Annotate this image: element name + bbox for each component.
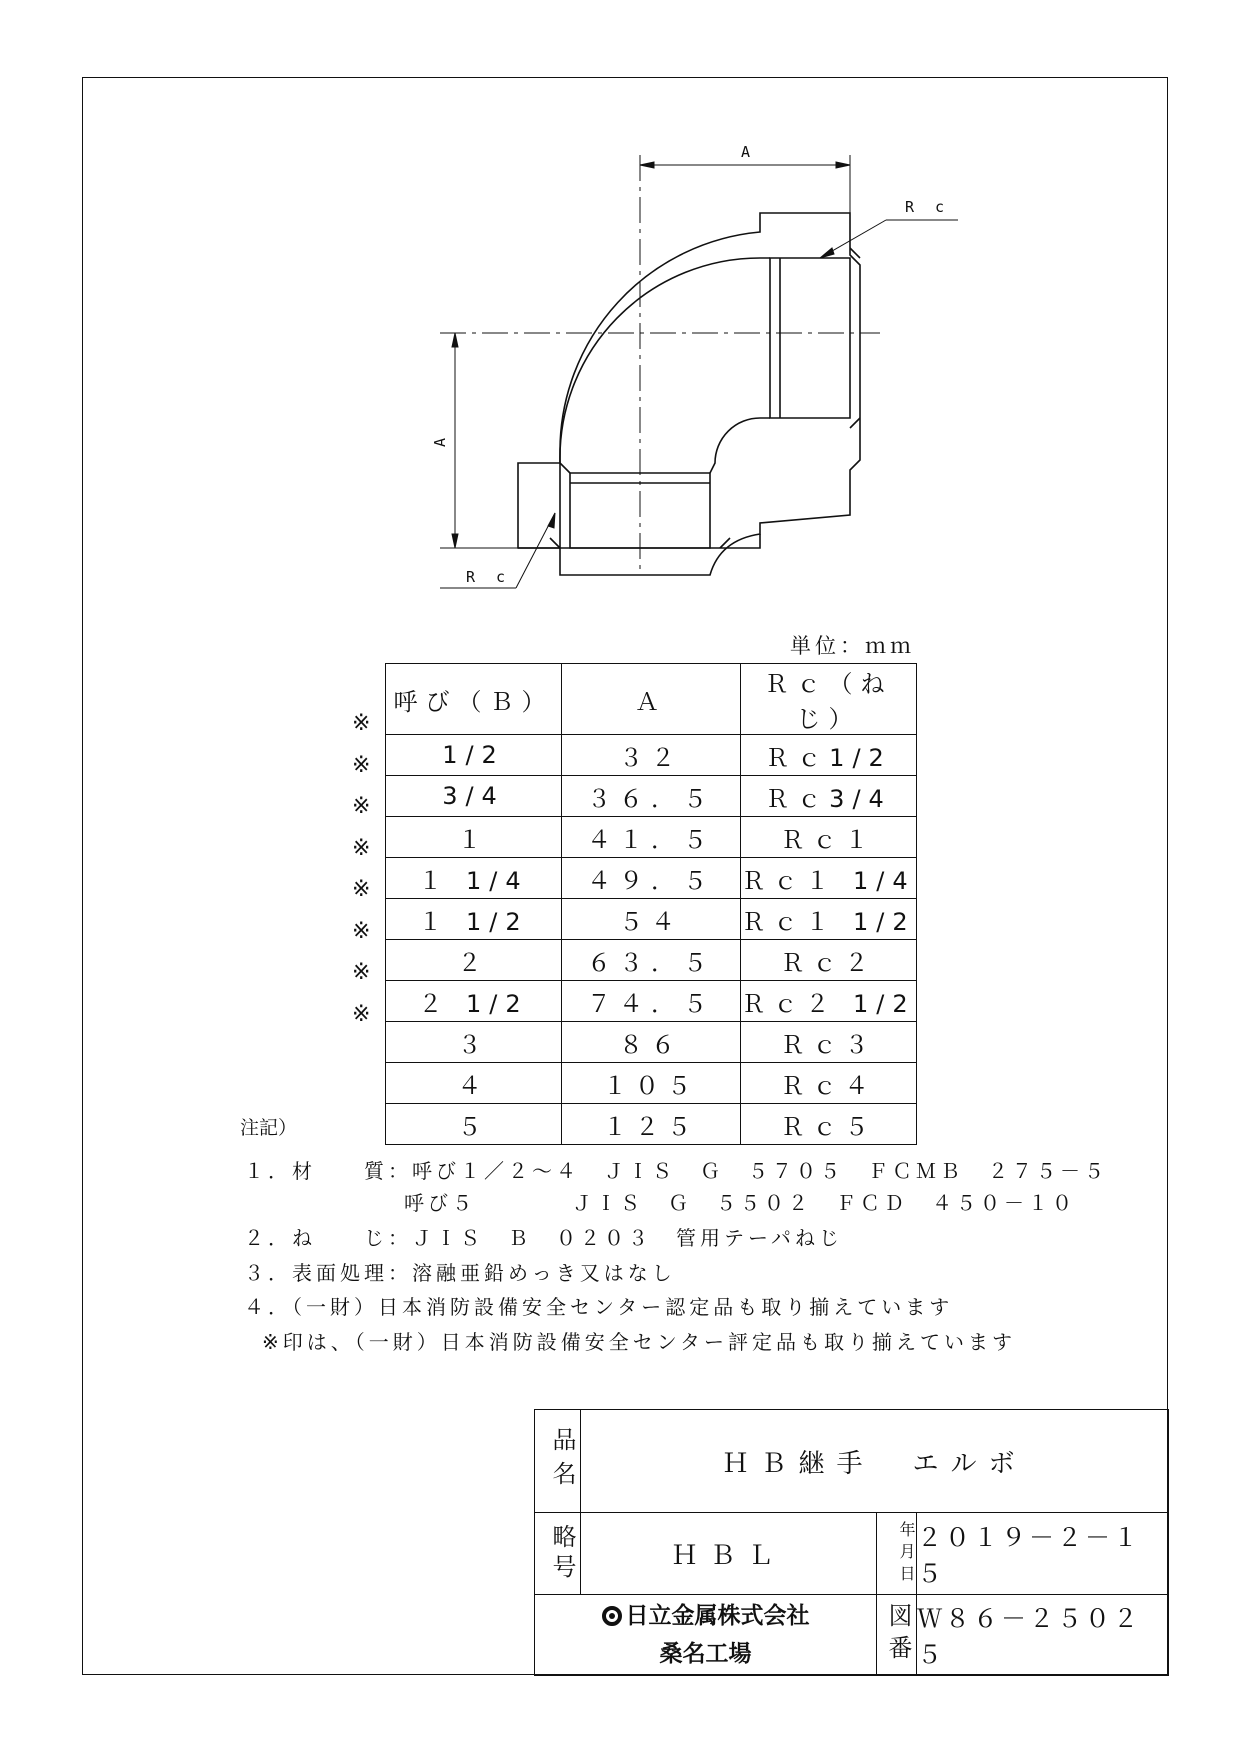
rc-cell: Ｒｃ３ [741,1022,917,1063]
table-row [386,735,917,776]
size-cell: 3/4 [386,776,562,817]
evaluated-mark: ※ [352,918,371,944]
dim-label-left: A [431,437,449,447]
product-code: ＨＢＬ [671,1541,786,1571]
rc-cell: Ｒｃ１ 1/4 [741,858,917,899]
table-row [386,940,917,981]
size-cell: ５ [386,1104,562,1145]
socket-right [770,258,850,418]
evaluated-mark: ※ [352,794,371,819]
note-4-certified: ４．（一財）日本消防設備安全センター認定品も取り揃えています [244,1295,954,1319]
rc-cell: Ｒｃ５ [741,1104,917,1145]
dim-arrow-top-right [836,162,850,168]
company-name: 日立金属株式会社 [625,1603,810,1629]
leader-rc-top-arrow [820,248,834,258]
col-header-size: 呼び（Ｂ） [386,664,562,735]
rc-cell: Ｒｃ４ [741,1063,917,1104]
size-cell: ４ [386,1063,562,1104]
date-label: 年月日 [897,1520,916,1587]
note-2-thread: ２．ね じ：ＪＩＳ Ｂ ０２０３ 管用テーパねじ [244,1226,843,1250]
company-cell [535,1595,877,1676]
thread-label-bottom: R c [466,568,512,586]
rc-cell: Ｒｃ２ 1/2 [741,981,917,1022]
evaluated-mark: ※ [352,752,371,778]
dwg-no-cell [917,1595,1169,1676]
elbow-drawing [0,0,1240,620]
title-block [534,1409,1169,1676]
drawing-date: ２０１９－２－１５ [917,1522,1142,1588]
a-cell: ４１．５ [562,817,741,858]
table-row [386,1022,917,1063]
a-cell: ７４．５ [562,981,741,1022]
a-cell: １０５ [562,1063,741,1104]
table-row [386,1104,917,1145]
company-logo-icon [602,1606,622,1626]
rc-cell: Ｒｃ3/4 [741,776,917,817]
size-cell: １ 1/4 [386,858,562,899]
size-cell: ２ [386,940,562,981]
size-cell: 1/2 [386,735,562,776]
evaluated-mark: ※ [352,960,371,985]
rc-cell: Ｒｃ２ [741,940,917,981]
size-cell: ２ 1/2 [386,981,562,1022]
a-cell: ６３．５ [562,940,741,981]
evaluated-mark: ※ [352,835,371,861]
dim-label-top: A [741,143,751,161]
dim-arrow-left-top [452,333,458,347]
table-row [386,858,917,899]
dim-arrow-left-bottom [452,534,458,548]
table-row [386,817,917,858]
leader-rc-bottom-arrow [548,513,555,528]
evaluated-mark: ※ [352,1001,371,1027]
size-cell: １ [386,817,562,858]
rc-cell: Ｒｃ１ 1/2 [741,899,917,940]
note-1-material: １．材 質：呼び１／２～４ ＪＩＳ Ｇ ５７０５ ＦＣＭＢ ２７５－５ [244,1159,1108,1183]
note-1-material-size5: 呼び５ ＪＩＳ Ｇ ５５０２ ＦＣＤ ４５０－１０ [404,1191,1076,1215]
elbow-left-flange [518,463,560,548]
name-label-cell [535,1410,581,1513]
table-row [386,899,917,940]
rc-cell: Ｒｃ１ [741,817,917,858]
product-name: ＨＢ継手 エルボ [722,1448,1027,1479]
drawing-number: Ｗ８６－２５０２５ [917,1604,1142,1669]
code-label-cell [535,1513,581,1595]
size-cell: ３ [386,1022,562,1063]
dwg-label-cell [877,1595,917,1676]
a-cell: ３６．５ [562,776,741,817]
note-3-surface: ３．表面処理：溶融亜鉛めっき又はなし [244,1261,676,1285]
dwg-label: 図番 [884,1603,912,1667]
thread-label-top: R c [905,198,951,216]
elbow-inner-crotch [710,418,770,473]
thread-chamfer-right [780,248,860,428]
dimension-table [385,663,917,1145]
rc-cell: Ｒｃ1/2 [741,735,917,776]
size-cell: １ 1/2 [386,899,562,940]
date-label-cell [877,1513,917,1595]
evaluated-mark: ※ [352,711,371,736]
a-cell: １２５ [562,1104,741,1145]
table-row [386,776,917,817]
code-label: 略号 [548,1523,576,1584]
code-cell [581,1513,877,1595]
a-cell: ５４ [562,899,741,940]
date-cell [917,1513,1169,1595]
evaluated-mark: ※ [352,877,371,902]
table-row [386,981,917,1022]
notes-heading: 注記） [240,1117,298,1139]
elbow-inner-curve [560,258,770,473]
col-header-rc: Ｒｃ（ねじ） [741,664,917,735]
table-header-row [386,664,917,735]
company-row [602,1597,810,1635]
name-cell [581,1410,1169,1513]
a-cell: ３２ [562,735,741,776]
dim-arrow-top-left [640,162,654,168]
elbow-bottom-lip [518,534,760,548]
name-label: 品名 [548,1427,576,1495]
table-row [386,1063,917,1104]
a-cell: ４９．５ [562,858,741,899]
unit-label: 単位：ｍｍ [790,634,915,658]
a-cell: ８６ [562,1022,741,1063]
col-header-a: Ａ [562,664,741,735]
note-5-evaluated: ※印は、（一財）日本消防設備安全センター評定品も取り揃えています [262,1330,1016,1354]
plant-name: 桑名工場 [659,1641,752,1667]
